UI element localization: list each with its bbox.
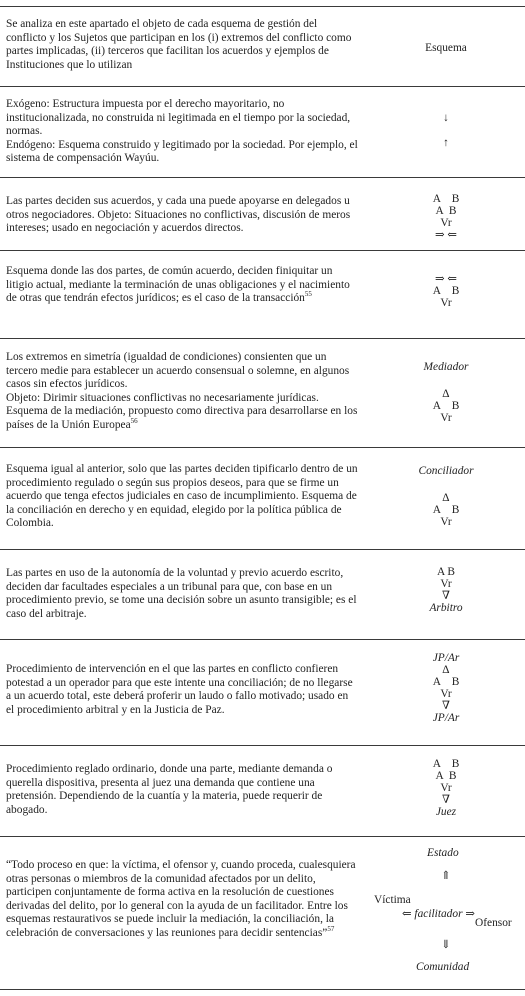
triangle-down-icon: ∇ [442,700,450,712]
conciliacion-description [6,463,358,531]
arbitro-label: Arbitro [429,602,463,614]
vr-label: Vr [440,782,452,794]
parties-line: A B [432,758,460,770]
double-arrow-right-icon: ⇒ [465,908,475,920]
delegates-line: A B [435,205,457,217]
converging-arrows-icon: ⇒ ⇐ [435,273,457,285]
exogeno-scheme [372,112,520,149]
jp-ar-bottom-label: JP/Ar [432,712,460,724]
negociacion-description [6,195,358,236]
arbitraje-text: Las partes en uso de la autonomía de la voluntad y previo acuerdo escrito, deciden dar facultades especiales a un tribunal para que, con base en un procedimiento previo, se tome una decisión sobre un asunto transigible; es el caso del arbitraje. [6,567,357,620]
triangle-down-icon: ∇ [442,590,450,602]
arbitraje-description [6,567,358,621]
arrow-up-icon: ↑ [443,137,449,149]
transaccion-description [6,265,358,306]
table-row-arbitraje [0,549,525,640]
arbitraje-scheme [372,566,520,614]
ofensor-label: Ofensor [475,917,512,929]
exogeno-description [6,98,358,166]
triangle-up-icon: ∆ [442,388,450,400]
conciliador-label: Conciliador [418,465,474,477]
footnote-55: 55 [304,290,312,299]
facilitador-label: facilitador [414,908,463,920]
restaurativo-text: “Todo proceso en que: la víctima, el ofensor y, cuando proceda, cualesquiera otras personas o miembros de la comunidad afectados por un delito, participen conjuntamente de forma activa en la resolución de cuestiones derivadas del delito, por lo general con la ayuda de un facilitador. Entre los esquemas restaurativos se puede incluir la mediación, la conciliación, la celebración de conversaciones y las reuniones para decidir sentencias”$^{57}$ [6,859,356,939]
triangle-up-icon: ∆ [442,664,450,676]
double-arrow-up-icon: ⇑ [441,870,451,882]
facilitador-line [402,906,475,920]
vr-label: Vr [440,297,452,309]
estado-label: Estado [427,847,459,859]
endogeno-text: Endógeno: Esquema construido y legitimado por la sociedad. Por ejemplo, el sistema de compensación Wayúu. [6,138,358,164]
justicia-paz-scheme [372,652,520,724]
header-scheme-cell [372,42,520,54]
parties-line: A B [436,566,456,578]
transaccion-scheme [372,273,520,309]
footnote-56: 56 [130,416,138,425]
footnote-57: 57 [327,924,335,933]
vr-label: Vr [440,516,452,528]
restaurativo-description [6,859,358,940]
arrow-down-icon: ↓ [443,112,449,124]
jp-ar-top-label: JP/Ar [432,652,460,664]
vr-label: Vr [440,688,452,700]
mediacion-description [6,351,358,432]
juez-text: Procedimiento reglado ordinario, donde una parte, mediante demanda o querella dispositiva, presenta al juez una demanda que contiene una pretensión. Dependiendo de la cuantía y la materia, puede requerir de abogado. [6,763,333,816]
table-row-restaurativo [0,836,525,990]
header-text: Se analiza en este apartado el objeto de cada esquema de gestión del conflicto y los Sujetos que participan en los (i) extremos del conflicto como partes implicadas, (ii) terceros que facilitan los acuerdos y ejemplos de Instituciones que lo utilizan [6,18,352,71]
double-arrow-left-icon: ⇐ [402,908,412,920]
table-row-transaccion [0,250,525,339]
table-row-conciliacion [0,447,525,550]
mediacion-scheme [372,361,520,424]
juez-scheme [372,758,520,818]
victima-label: Víctima [374,894,411,906]
scheme-column-label: Esquema [425,42,467,54]
conciliacion-text: Esquema igual al anterior, solo que las partes deciden tipificarlo dentro de un procedimiento regulado o según sus propios deseos, para que se firme un acuerdo que tenga efectos judiciales en caso de incumplimiento. Esquema de la conciliación en derecho y en equidad, elegido por la política pública de Colombia. [6,463,358,529]
vr-label: Vr [440,578,452,590]
negociacion-text: Las partes deciden sus acuerdos, y cada una puede apoyarse en delegados u otros negociadores. Objeto: Situaciones no conflictivas, discusión de meros intereses; usado en negociación y acuerdos directos. [6,195,351,234]
table-row-mediacion [0,338,525,448]
table-row-exogeno [0,86,525,178]
parties-line: A B [432,676,460,688]
justicia-paz-description [6,663,358,717]
double-arrow-down-icon: ⇓ [441,939,451,951]
negociacion-scheme [372,193,520,241]
mediacion-objeto-text: Objeto: Dirimir situaciones conflictivas no necesariamente jurídicas. Esquema de la mediación, propuesto como directiva para desarrollarse en los países de la Unión Europea$^{56}$ [6,391,358,431]
mediacion-text: Los extremos en simetría (igualdad de condiciones) consienten que un tercero medie para establecer un acuerdo consensual o solemne, en algunos casos sin efectos jurídicos. [6,351,350,390]
comunidad-label: Comunidad [416,961,470,973]
juez-description [6,763,358,817]
header-description [6,18,358,72]
table-row-juez [0,745,525,837]
transaccion-text: Esquema donde las dos partes, de común acuerdo, deciden finiquitar un litigio actual, mediante la terminación de unas obligaciones y el nacimiento de otras que tendrán efectos jurídicos; es el caso de la transacción$^{55}$ [6,265,350,304]
table-row-justicia-paz [0,639,525,746]
table-row-negociacion [0,177,525,251]
juez-label: Juez [435,806,457,818]
triangle-down-icon: ∇ [442,794,450,806]
vr-label: Vr [440,412,452,424]
vr-label: Vr [440,217,452,229]
conciliacion-scheme [372,465,520,528]
triangle-up-icon: ∆ [442,492,450,504]
converging-arrows-icon: ⇒ ⇐ [435,229,457,241]
parties-line: A B [432,504,460,516]
table-row-header [0,6,525,87]
parties-line: A B [432,193,460,205]
mediador-label: Mediador [423,361,469,373]
parties-line: A B [432,400,460,412]
parties-line: A B [432,285,460,297]
delegates-line: A B [435,770,457,782]
justicia-paz-text: Procedimiento de intervención en el que las partes en conflicto confieren potestad a un operador para que este intente una conciliación; de no llegarse a un acuerdo total, este deberá proferir un laudo o fallo motivado; usado en el procedimiento arbitral y en la Justicia de Paz. [6,663,353,716]
exogeno-text: Exógeno: Estructura impuesta por el derecho mayoritario, no institucionalizada, no construida ni legitimada en el tiempo por la sociedad, normas. [6,98,351,137]
